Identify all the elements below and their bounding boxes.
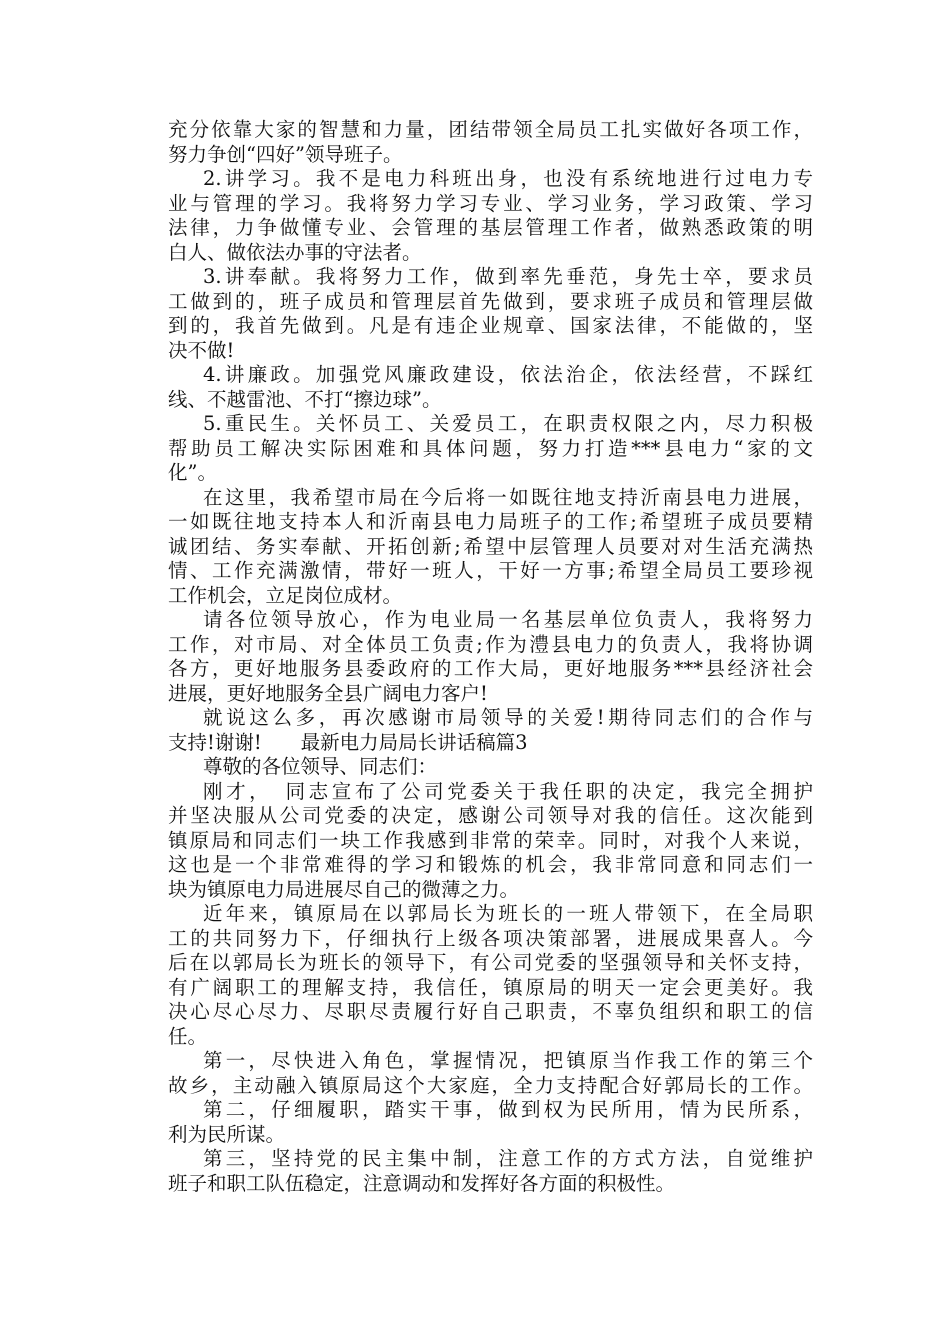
- text-line: 工作，对市局、对全体员工负责;作为澧县电力的负责人，我将协调: [168, 632, 813, 656]
- text-line: 后在以郭局长为班长的领导下，有公司党委的坚强领导和关怀支持，: [168, 951, 813, 974]
- text-line: 利为民所谋。: [168, 1122, 286, 1146]
- text-line: 到的，我首先做到。凡是有违企业规章、国家法律，不能做的，坚: [168, 314, 813, 337]
- text-line: 故乡，主动融入镇原局这个大家庭，全力支持配合好郭局长的工作。: [168, 1073, 813, 1097]
- text-line: 工作机会，立足岗位成材。: [168, 583, 403, 607]
- text-line: 4.讲廉政。加强党风廉政建设，依法治企，依法经营，不踩红: [203, 363, 813, 386]
- text-line: 班子和职工队伍稳定，注意调动和发挥好各方面的积极性。: [168, 1171, 676, 1195]
- text-line: 努力争创“四好”领导班子。: [168, 142, 403, 166]
- text-line: 有广阔职工的理解支持，我信任，镇原局的明天一定会更美好。我: [168, 975, 813, 999]
- text-line: 业与管理的学习。我将努力学习专业、学习业务，学习政策、学习: [168, 191, 813, 215]
- text-line: 就说这么多，再次感谢市局领导的关爱!期待同志们的合作与: [203, 706, 813, 729]
- text-line: 决不做!: [168, 338, 235, 362]
- text-line: 充分依靠大家的智慧和力量，团结带领全局员工扎实做好各项工作，: [168, 118, 813, 141]
- text-line: 情、工作充满激情，带好一班人，干好一方事;希望全局员工要珍视: [168, 559, 813, 582]
- text-line: 化”。: [168, 461, 217, 484]
- text-line: 一如既往地支持本人和沂南县电力局班子的工作;希望班子成员要精: [168, 510, 813, 533]
- text-line: 这也是一个非常难得的学习和锻炼的机会，我非常同意和同志们一: [168, 853, 813, 876]
- text-line: 2.讲学习。我不是电力科班出身，也没有系统地进行过电力专: [203, 167, 813, 190]
- text-line: 3.讲奉献。我将努力工作，做到率先垂范，身先士卒，要求员: [203, 265, 813, 288]
- text-line: 第三，坚持党的民主集中制，注意工作的方式方法，自觉维护: [203, 1147, 813, 1170]
- text-line: 刚才， 同志宣布了公司党委关于我任职的决定，我完全拥护: [203, 779, 813, 803]
- text-line: 白人、做依法办事的守法者。: [168, 240, 422, 264]
- text-line: 尊敬的各位领导、同志们：: [203, 755, 438, 778]
- text-line: 块为镇原电力局进展尽自己的微薄之力。: [168, 877, 520, 901]
- text-line: 支持!谢谢! 最新电力局局长讲话稿篇3: [168, 730, 528, 754]
- text-line: 线、不越雷池、不打“擦边球”。: [168, 387, 442, 411]
- text-line: 法律，力争做懂专业、会管理的基层管理工作者，做熟悉政策的明: [168, 216, 813, 239]
- text-line: 近年来，镇原局在以郭局长为班长的一班人带领下，在全局职: [203, 902, 813, 925]
- text-line: 各方，更好地服务县委政府的工作大局，更好地服务***县经济社会: [168, 657, 813, 680]
- text-line: 5.重民生。关怀员工、关爱员工，在职责权限之内，尽力积极: [203, 412, 813, 435]
- text-line: 工做到的，班子成员和管理层首先做到，要求班子成员和管理层做: [168, 289, 813, 313]
- text-line: 第一，尽快进入角色，掌握情况，把镇原当作我工作的第三个: [203, 1049, 813, 1072]
- text-line: 第二，仔细履职，踏实干事，做到权为民所用，情为民所系，: [203, 1098, 813, 1121]
- text-line: 请各位领导放心，作为电业局一名基层单位负责人，我将努力: [203, 608, 813, 631]
- text-line: 决心尽心尽力、尽职尽责履行好自己职责，不辜负组织和职工的信: [168, 1000, 813, 1023]
- text-line: 并坚决服从公司党委的决定，感谢公司领导对我的信任。这次能到: [168, 804, 813, 827]
- text-line: 在这里，我希望市局在今后将一如既往地支持沂南县电力进展，: [203, 485, 813, 509]
- document-body: [168, 118, 813, 1196]
- text-line: 帮助员工解决实际困难和具体问题，努力打造***县电力“家的文: [168, 436, 813, 460]
- text-line: 工的共同努力下，仔细执行上级各项决策部署，进展成果喜人。今: [168, 926, 813, 950]
- text-line: 进展，更好地服务全县广阔电力客户!: [168, 681, 488, 705]
- text-line: 任。: [168, 1024, 208, 1048]
- text-line: 镇原局和同志们一块工作我感到非常的荣幸。同时，对我个人来说，: [168, 828, 813, 852]
- text-line: 诚团结、务实奉献、开拓创新;希望中层管理人员要对对生活充满热: [168, 534, 813, 558]
